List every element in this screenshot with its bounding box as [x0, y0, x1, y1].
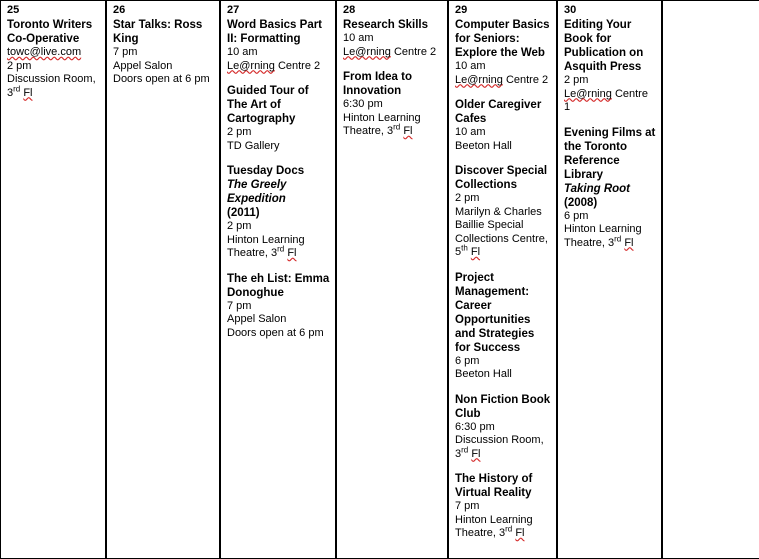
event-location-line2: 1	[564, 101, 571, 113]
event-item[interactable]	[455, 271, 551, 382]
event-title: Guided Tour of The Art of Cartography	[227, 85, 309, 125]
event-subtitle: The Greely Expedition	[227, 179, 287, 205]
day-cell-27[interactable]	[220, 1, 336, 558]
event-item[interactable]	[455, 393, 551, 462]
event-location-line2	[227, 244, 330, 261]
ordinal-number: 3	[7, 86, 14, 99]
event-time: 6:30 pm	[343, 98, 383, 110]
day-cell-25[interactable]	[0, 1, 106, 558]
event-item[interactable]	[227, 18, 330, 73]
ordinal-number: 3	[455, 447, 462, 460]
event-time: 10 am	[455, 60, 486, 72]
day-number: 26	[113, 4, 126, 16]
event-location-line4	[455, 243, 551, 260]
ordinal-suffix: rd	[13, 83, 21, 93]
event-note: Doors open at 6 pm	[113, 73, 210, 85]
event-time: 6 pm	[455, 354, 480, 367]
event-location-line1: Hinton Learning	[455, 513, 533, 526]
floor-abbrev: Fl	[23, 86, 33, 99]
event-time: 7 pm	[113, 46, 138, 58]
event-location	[455, 74, 551, 88]
location-rest: Centre 2	[505, 73, 549, 86]
learning-word: Le@rning	[564, 87, 612, 100]
event-title: Star Talks: Ross King	[113, 19, 203, 45]
day-number: 25	[7, 4, 20, 16]
event-item[interactable]	[455, 98, 551, 153]
ordinal-suffix: rd	[614, 233, 622, 243]
event-location: Appel Salon	[227, 313, 287, 325]
event-item[interactable]	[113, 18, 214, 87]
location-rest: Theatre, 3	[455, 527, 506, 539]
event-title: Non Fiction Book Club	[455, 393, 551, 420]
floor-abbrev: Fl	[287, 247, 297, 259]
event-time: 6 pm	[564, 209, 589, 222]
event-title: Tuesday Docs	[227, 165, 305, 177]
event-item[interactable]	[343, 70, 442, 139]
event-time: 7 pm	[227, 299, 252, 312]
location-rest: Theatre, 3	[227, 247, 278, 259]
day-cell-26[interactable]	[106, 1, 220, 558]
event-location	[343, 46, 442, 60]
event-item[interactable]	[455, 18, 551, 87]
event-location-line1: Marilyn & Charles	[455, 205, 542, 218]
event-item[interactable]	[564, 18, 656, 115]
event-year: (2008)	[564, 196, 598, 209]
event-item[interactable]	[227, 164, 330, 261]
event-location: TD Gallery	[227, 139, 280, 152]
event-item[interactable]	[227, 84, 330, 153]
event-item[interactable]	[455, 164, 551, 260]
location-rest: Centre 2	[393, 45, 437, 58]
day-number: 29	[455, 4, 468, 16]
day-number: 28	[343, 4, 356, 16]
learning-word: Le@rning	[455, 73, 503, 86]
event-time: 7 pm	[455, 500, 480, 512]
event-item[interactable]	[343, 18, 442, 59]
location-rest: Theatre, 3	[343, 125, 394, 137]
event-subtitle: Taking Root	[564, 182, 631, 195]
event-item[interactable]	[455, 472, 551, 541]
event-time: 2 pm	[564, 74, 589, 86]
floor-abbrev: Fl	[624, 236, 634, 249]
event-email	[7, 46, 100, 60]
event-title: Editing Your Book for Publication on Asquith Press	[564, 19, 644, 73]
event-note: Doors open at 6 pm	[227, 326, 324, 339]
day-cell-28[interactable]	[336, 1, 448, 558]
learning-word: Le@rning	[343, 45, 391, 58]
ordinal-suffix: rd	[505, 524, 513, 534]
event-time: 2 pm	[455, 192, 480, 204]
ordinal-suffix: rd	[277, 244, 285, 254]
event-location: Appel Salon	[113, 59, 173, 72]
event-location-line1: Hinton Learning	[343, 111, 421, 124]
event-title: Project Management: Career Opportunities and Strategies for Success	[455, 271, 535, 354]
event-location-line2: Baillie Special	[455, 219, 524, 231]
floor-abbrev: Fl	[471, 447, 481, 460]
event-title: The History of Virtual Reality	[455, 473, 533, 499]
event-time: 2 pm	[227, 126, 252, 138]
event-year: (2011)	[227, 207, 260, 219]
event-location	[227, 60, 330, 74]
event-title: Computer Basics for Seniors: Explore the Web	[455, 19, 550, 59]
event-time: 10 am	[227, 46, 258, 58]
event-location-line1: Hinton Learning	[564, 223, 642, 235]
location-rest: Centre 2	[277, 59, 321, 72]
event-item[interactable]	[7, 18, 100, 100]
event-time: 6:30 pm	[455, 420, 495, 433]
event-location: Beeton Hall	[455, 368, 512, 380]
event-time: 2 pm	[227, 220, 252, 232]
floor-abbrev: Fl	[470, 246, 481, 258]
day-cell-30[interactable]	[557, 1, 662, 558]
location-rest: Theatre, 3	[564, 236, 615, 249]
event-title: Word Basics Part II: Formatting	[227, 19, 323, 45]
event-item[interactable]	[564, 126, 656, 251]
day-number: 27	[227, 4, 240, 16]
event-title: From Idea to Innovation	[343, 71, 413, 97]
event-location-line1: Hinton Learning	[227, 233, 305, 246]
day-cell-29[interactable]	[448, 1, 557, 558]
event-title: Discover Special Collections	[455, 165, 548, 191]
event-time: 10 am	[455, 126, 486, 138]
event-location-line1: Discussion Room,	[7, 73, 96, 85]
event-time: 2 pm	[7, 59, 32, 72]
event-location-line2	[564, 233, 656, 251]
ordinal-suffix: th	[461, 243, 468, 253]
event-item[interactable]	[227, 272, 330, 341]
learning-word: Le@rning	[227, 59, 275, 72]
ordinal-suffix: rd	[393, 122, 401, 132]
day-number: 30	[564, 4, 577, 16]
event-title: The eh List: Emma Donoghue	[227, 272, 330, 299]
event-location-line2	[343, 122, 442, 139]
event-time: 10 am	[343, 32, 374, 44]
ordinal-number: 5	[455, 246, 462, 258]
event-location-line1	[564, 88, 656, 102]
event-location-line1: Discussion Room,	[455, 434, 544, 446]
event-title: Research Skills	[343, 19, 429, 31]
floor-abbrev: Fl	[515, 527, 525, 539]
event-location-line3: Collections Centre,	[455, 232, 548, 245]
floor-abbrev: Fl	[403, 125, 413, 137]
event-location-line2	[7, 83, 100, 101]
location-rest: Centre	[614, 87, 648, 100]
day-cell-empty[interactable]	[662, 1, 759, 558]
event-location-line2	[455, 524, 551, 541]
event-title: Evening Films at the Toronto Reference Library	[564, 126, 656, 181]
event-title: Toronto Writers Co-Operative	[7, 19, 93, 45]
event-location: Beeton Hall	[455, 139, 512, 152]
event-location-line2	[455, 444, 551, 462]
event-title: Older Caregiver Cafes	[455, 99, 542, 125]
ordinal-suffix: rd	[461, 444, 469, 454]
event-email-text: towc@live.com	[7, 46, 82, 58]
